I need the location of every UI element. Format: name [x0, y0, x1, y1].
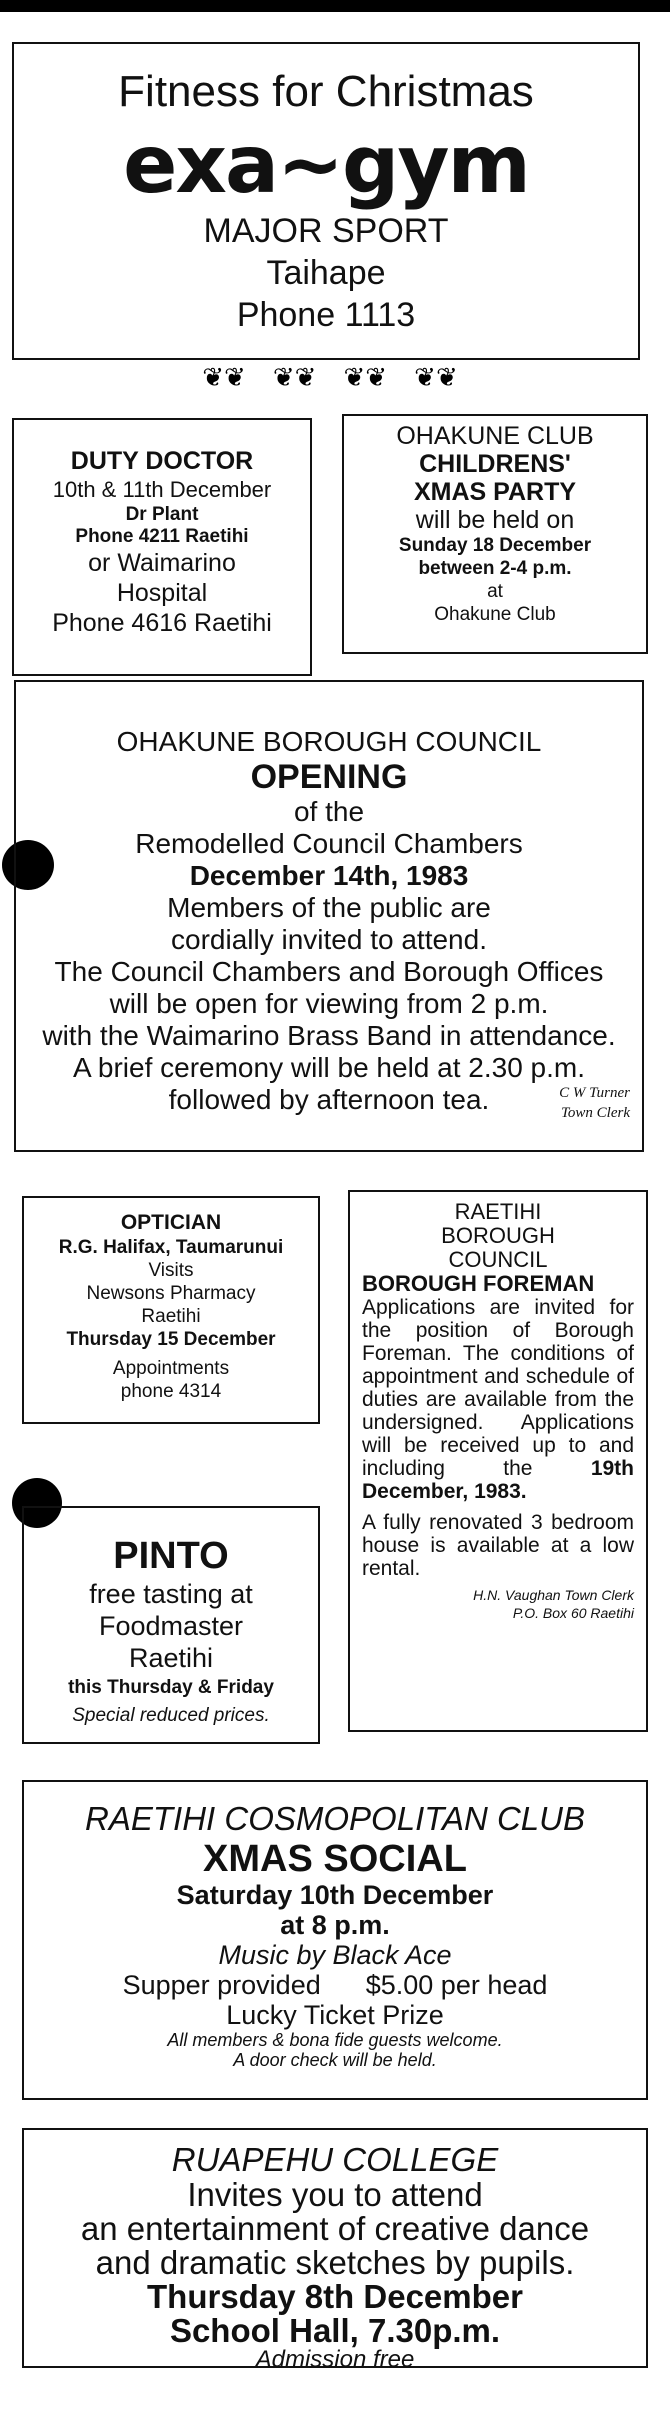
council-opening-advert: [14, 680, 644, 1152]
raetihi-signature-address: P.O. Box 60 Raetihi: [512, 1605, 634, 1621]
council-line4: Remodelled Council Chambers: [135, 828, 523, 859]
ruapehu-college-advert: [22, 2128, 648, 2373]
optician-phone: phone 4314: [120, 1381, 222, 1402]
doctor-alt: or Waimarino: [88, 549, 236, 577]
raetihi-line2: BOROUGH: [441, 1223, 555, 1248]
club-time: between 2-4 p.m.: [418, 558, 572, 579]
pinto-town: Raetihi: [128, 1643, 214, 1673]
gym-town: Taihape: [266, 254, 386, 292]
optician-appointments: Appointments: [112, 1358, 230, 1379]
cosmo-date: Saturday 10th December: [176, 1880, 494, 1910]
raetihi-house-text: A fully renovated 3 bedroom house is available at a low rental.: [362, 1511, 634, 1580]
council-signature-name: C W Turner: [559, 1085, 630, 1101]
optician-name: R.G. Halifax, Taumarunui: [58, 1237, 284, 1258]
raetihi-line1: RAETIHI: [454, 1199, 542, 1224]
gym-tagline: Fitness for Christmas: [118, 67, 534, 116]
cosmo-guests: All members & bona fide guests welcome.: [167, 2030, 503, 2050]
raetihi-para1: Applications are invited for the position of Borough Foreman. The conditions of appointment and schedule of duties are available from the undersigned. Applications will be received up to and including the: [362, 1296, 634, 1480]
holly-icon: ❦❦: [272, 362, 317, 392]
cosmo-club-name: RAETIHI COSMOPOLITAN CLUB: [85, 1800, 585, 1837]
optician-advert: [22, 1196, 320, 1424]
raetihi-closing-date: 19th December, 1983.: [362, 1457, 634, 1503]
pinto-days: this Thursday & Friday: [68, 1677, 274, 1698]
doctor-hospital-phone: Phone 4616 Raetihi: [52, 609, 272, 637]
gym-phone: Phone 1113: [236, 296, 416, 334]
optician-date: Thursday 15 December: [66, 1329, 276, 1350]
council-line8: The Council Chambers and Borough Offices: [54, 956, 604, 987]
doctor-dates: 10th & 11th December: [52, 477, 272, 502]
council-line12: followed by afternoon tea.: [168, 1084, 490, 1115]
raetihi-applications-text: [362, 1296, 634, 1503]
duty-doctor-advert: [12, 418, 312, 676]
gym-brand-logo: exa~gym: [123, 118, 529, 211]
optician-title: OPTICIAN: [120, 1211, 222, 1234]
doctor-hospital: Hospital: [116, 579, 208, 607]
optician-town: Raetihi: [141, 1306, 201, 1327]
gym-store: MAJOR SPORT: [203, 212, 449, 250]
doctor-phone: Phone 4211 Raetihi: [75, 526, 249, 547]
doctor-name: Dr Plant: [125, 504, 199, 525]
council-date: December 14th, 1983: [189, 860, 469, 891]
pinto-prices: Special reduced prices.: [72, 1705, 270, 1726]
pinto-advert: [22, 1506, 320, 1744]
holly-icon: ❦❦: [343, 362, 388, 392]
club-venue: Ohakune Club: [434, 604, 556, 625]
college-line3: an entertainment of creative dance: [80, 2210, 590, 2247]
club-event-2: XMAS PARTY: [413, 478, 577, 506]
council-line6: Members of the public are: [167, 892, 491, 923]
top-rule: [0, 0, 670, 12]
pinto-store: Foodmaster: [98, 1611, 244, 1641]
doctor-title: DUTY DOCTOR: [70, 447, 254, 475]
cosmo-time: at 8 p.m.: [280, 1910, 390, 1940]
council-line11: A brief ceremony will be held at 2.30 p.m.: [72, 1052, 586, 1083]
council-heading: OPENING: [250, 758, 408, 796]
college-venue: School Hall, 7.30p.m.: [169, 2312, 501, 2349]
college-line2: Invites you to attend: [187, 2176, 483, 2213]
college-date: Thursday 8th December: [147, 2278, 523, 2315]
cosmo-event: XMAS SOCIAL: [203, 1838, 467, 1880]
council-name: OHAKUNE BOROUGH COUNCIL: [116, 726, 542, 757]
cosmo-music: Music by Black Ace: [218, 1940, 452, 1970]
council-signature-title: Town Clerk: [560, 1105, 630, 1121]
holly-icon: ❦❦: [414, 362, 458, 392]
optician-pharmacy: Newsons Pharmacy: [86, 1283, 256, 1304]
college-line4: and dramatic sketches by pupils.: [95, 2244, 575, 2281]
ohakune-club-advert: [342, 414, 648, 654]
raetihi-signature-name: H.N. Vaughan Town Clerk: [473, 1587, 634, 1603]
college-admission: Admission free: [255, 2346, 415, 2373]
cosmopolitan-club-advert: [22, 1780, 648, 2100]
holly-decoration: [195, 362, 465, 396]
club-event-1: CHILDRENS': [419, 450, 571, 478]
council-line3: of the: [293, 796, 365, 827]
raetihi-council-advert: [348, 1190, 648, 1732]
pinto-line2: free tasting at: [89, 1579, 253, 1609]
optician-visits: Visits: [148, 1260, 194, 1281]
cosmo-supper: Supper provided $5.00 per head: [122, 1970, 548, 2000]
gym-advert: [12, 42, 640, 360]
college-name: RUAPEHU COLLEGE: [171, 2141, 499, 2178]
cosmo-prize: Lucky Ticket Prize: [226, 2000, 444, 2030]
holly-icon: ❦❦: [202, 362, 246, 392]
raetihi-position: BOROUGH FOREMAN: [362, 1271, 595, 1296]
club-at: at: [487, 581, 503, 602]
raetihi-line3: COUNCIL: [448, 1247, 548, 1272]
council-line10: with the Waimarino Brass Band in attendance.: [42, 1020, 616, 1051]
pinto-title: PINTO: [113, 1535, 229, 1577]
council-line7: cordially invited to attend.: [171, 924, 487, 955]
club-held: will be held on: [415, 506, 575, 534]
club-name: OHAKUNE CLUB: [396, 422, 594, 450]
cosmo-door: A door check will be held.: [233, 2050, 437, 2070]
club-date: Sunday 18 December: [398, 535, 592, 556]
council-line9: will be open for viewing from 2 p.m.: [109, 988, 549, 1019]
